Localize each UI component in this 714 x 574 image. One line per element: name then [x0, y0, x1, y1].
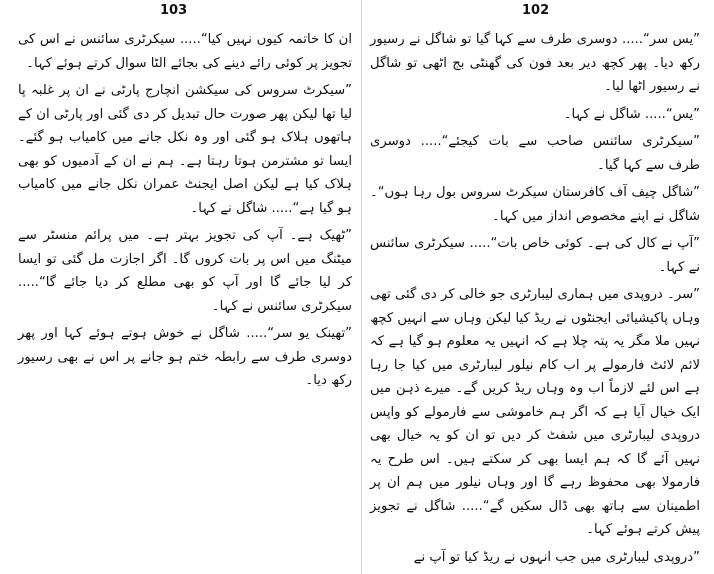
right-page — [362, 0, 714, 574]
paragraph: ”یس“..... شاگل نے کہا۔ — [563, 106, 700, 122]
paragraph: ”یس سر“..... دوسری طرف سے کہا گیا تو شاگل نے رسیور رکھ دیا۔ پھر کچھ دیر بعد فون کی گھنٹی بج اٹھی تو شاگل نے رسیور اٹھا لیا۔ — [370, 32, 700, 94]
paragraph: ”دروپدی لیبارٹری میں جب انہوں نے ریڈ کیا تو آپ نے — [413, 549, 700, 565]
left-page-text — [18, 28, 352, 393]
paragraph: ”سیکرٹری سائنس صاحب سے بات کیجئے“..... دوسری طرف سے کہا گیا۔ — [370, 134, 700, 173]
paragraph: ”شاگل چیف آف کافرستان سیکرٹ سروس بول رہا ہوں“۔ شاگل نے اپنے مخصوص انداز میں کہا۔ — [370, 185, 700, 224]
page-number-left: 103 — [160, 3, 188, 18]
paragraph: ان کا خاتمہ کیوں نہیں کیا“..... سیکرٹری سائنس نے اس کی تجویز پر کوئی رائے دینے کی بجائے الٹا سوال کرتے ہوئے کہا۔ — [18, 32, 352, 71]
page-number-right: 102 — [522, 3, 550, 18]
right-page-text — [370, 28, 700, 569]
paragraph: ”تھینک یو سر“..... شاگل نے خوش ہوتے ہوئے کہا اور پھر دوسری طرف سے رابطہ ختم ہو جانے پر اس نے بھی رسیور رکھ دیا۔ — [18, 326, 352, 388]
paragraph: ”سر۔ دروپدی میں ہماری لیبارٹری جو خالی کر دی گئی تھی وہاں پاکیشیائی ایجنٹوں نے ریڈ کیا لیکن وہاں سے انہیں کچھ نہیں ملا مگر یہ پتہ چلا ہے کہ انہیں یہ معلوم ہو گیا ہے کہ لائم لائٹ فارمولے پر اب کام نیلور لیبارٹری میں کیا جا رہا ہے اس لئے لازماً اب وہ وہاں ریڈ کریں گے۔ میرے ذہن میں ایک خیال آیا ہے کہ اگر ہم خاموشی سے فارمولے کو واپس دروپدی لیبارٹری میں شفٹ کر دیں تو ان کو یہ خیال بھی نہیں آئے گا کہ ہم ایسا بھی کر سکتے ہیں۔ اس طرح یہ فارمولا بھی محفوظ رہے گا اور وہاں نیلور میں ہم ان پر اطمینان سے ہاتھ بھی ڈال سکیں گے“..... شاگل نے تجویز پیش کرتے ہوئے کہا۔ — [370, 287, 700, 537]
paragraph: ”آپ نے کال کی ہے۔ کوئی خاص بات“..... سیکرٹری سائنس نے کہا۔ — [370, 236, 700, 275]
paragraph: ”سیکرٹ سروس کی سیکشن انچارج پارٹی نے ان پر غلبہ پا لیا تھا لیکن پھر صورت حال تبدیل کر دی گئی اور پارٹی ان کے ہاتھوں ہلاک ہو گئی اور وہ نکل جانے میں کامیاب ہو گئے۔ ایسا تو مشترمن ہوتا رہتا ہے۔ ہم نے ان کے آدمیوں کو بھی ہلاک کیا ہے لیکن اصل ایجنٹ عمران نکل جانے میں کامیاب ہو گیا ہے“..... شاگل نے کہا۔ — [18, 83, 352, 216]
paragraph: ”ٹھیک ہے۔ آپ کی تجویز بہتر ہے۔ میں پرائم منسٹر سے میٹنگ میں اس پر بات کروں گا۔ اگر اجازت مل گئی تو ایسا کر لیا جائے گا اور آپ کو بھی مطلع کر دیا جائے گا“..... سیکرٹری سائنس نے کہا۔ — [18, 228, 352, 314]
